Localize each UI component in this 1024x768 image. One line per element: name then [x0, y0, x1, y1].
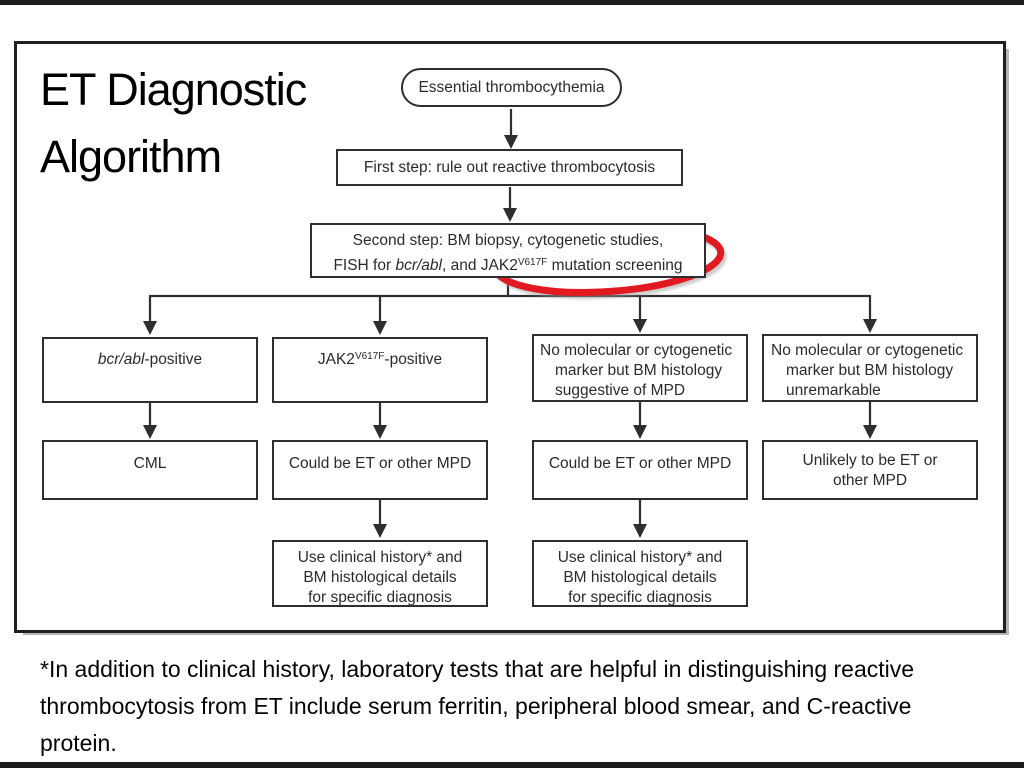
- step2-jak2-superscript: V617F: [517, 257, 548, 268]
- start-node-label: Essential thrombocythemia: [418, 78, 605, 96]
- branch2-outcome-label: Could be ET or other MPD: [288, 455, 472, 472]
- bottom-edge-bar: [0, 762, 1024, 768]
- branch3-condition-line2: marker but BM histology: [555, 362, 723, 379]
- branch4-condition-node: [762, 334, 978, 402]
- branch2-outcome-node: [272, 440, 488, 500]
- footnote-line1: *In addition to clinical history, laboratory tests that are helpful in distinguishing reactive: [40, 656, 915, 682]
- branch1-condition-rest: -positive: [144, 351, 203, 368]
- branch2-jak2-superscript: V617F: [354, 351, 385, 362]
- step2-line1: Second step: BM biopsy, cytogenetic studies,: [352, 232, 664, 249]
- step2-gene-bcr-abl: bcr/abl: [395, 257, 442, 274]
- branch2-condition-pre: JAK2: [317, 351, 355, 368]
- footnote-line2: thrombocytosis from ET include serum ferritin, peripheral blood smear, and C-reactive: [40, 693, 912, 719]
- step2-line2-pre: FISH for: [333, 257, 396, 274]
- branch1-outcome-node: [42, 440, 258, 500]
- branch4-condition-line2: marker but BM histology: [786, 362, 954, 379]
- slide-title: [40, 56, 306, 190]
- branch1-condition-node: [42, 337, 258, 403]
- branch1-gene-bcr-abl: bcr/abl: [97, 351, 145, 368]
- branch3-action-line1: Use clinical history* and: [557, 549, 723, 566]
- branch2-condition-node: [272, 337, 488, 403]
- footnote: [40, 651, 985, 762]
- branch3-outcome-label: Could be ET or other MPD: [548, 455, 732, 472]
- branch3-action-line3: for specific diagnosis: [568, 589, 712, 606]
- top-edge-bar: [0, 0, 1024, 5]
- branch4-condition-line1: No molecular or cytogenetic: [771, 342, 964, 359]
- branch2-action-node: [272, 540, 488, 607]
- step2-line2-mid: , and JAK2: [441, 257, 518, 274]
- start-node: [401, 68, 622, 107]
- slide-title-line2: Algorithm: [40, 131, 222, 182]
- branch2-action-line3: for specific diagnosis: [308, 589, 452, 606]
- step1-node: [336, 149, 683, 186]
- branch4-condition-line3: unremarkable: [786, 382, 881, 399]
- branch4-outcome-line2: other MPD: [832, 472, 908, 489]
- step1-label: First step: rule out reactive thrombocytosis: [363, 158, 656, 176]
- branch2-action-line2: BM histological details: [303, 569, 457, 586]
- branch3-condition-node: [532, 334, 748, 402]
- branch3-action-node: [532, 540, 748, 607]
- branch3-condition-line1: No molecular or cytogenetic: [540, 342, 733, 359]
- branch4-outcome-line1: Unlikely to be ET or: [802, 452, 938, 469]
- branch2-action-line1: Use clinical history* and: [297, 549, 463, 566]
- branch2-condition-rest: -positive: [384, 351, 443, 368]
- branch3-outcome-node: [532, 440, 748, 500]
- step2-line2-post: mutation screening: [547, 257, 683, 274]
- branch4-outcome-node: [762, 440, 978, 500]
- step2-node: [310, 223, 706, 278]
- branch3-condition-line3: suggestive of MPD: [555, 382, 686, 399]
- slide-title-line1: ET Diagnostic: [40, 64, 307, 115]
- step2-line2: [312, 252, 704, 277]
- footnote-line3: protein.: [40, 730, 117, 756]
- branch1-outcome-label: CML: [133, 455, 167, 472]
- branch3-action-line2: BM histological details: [563, 569, 717, 586]
